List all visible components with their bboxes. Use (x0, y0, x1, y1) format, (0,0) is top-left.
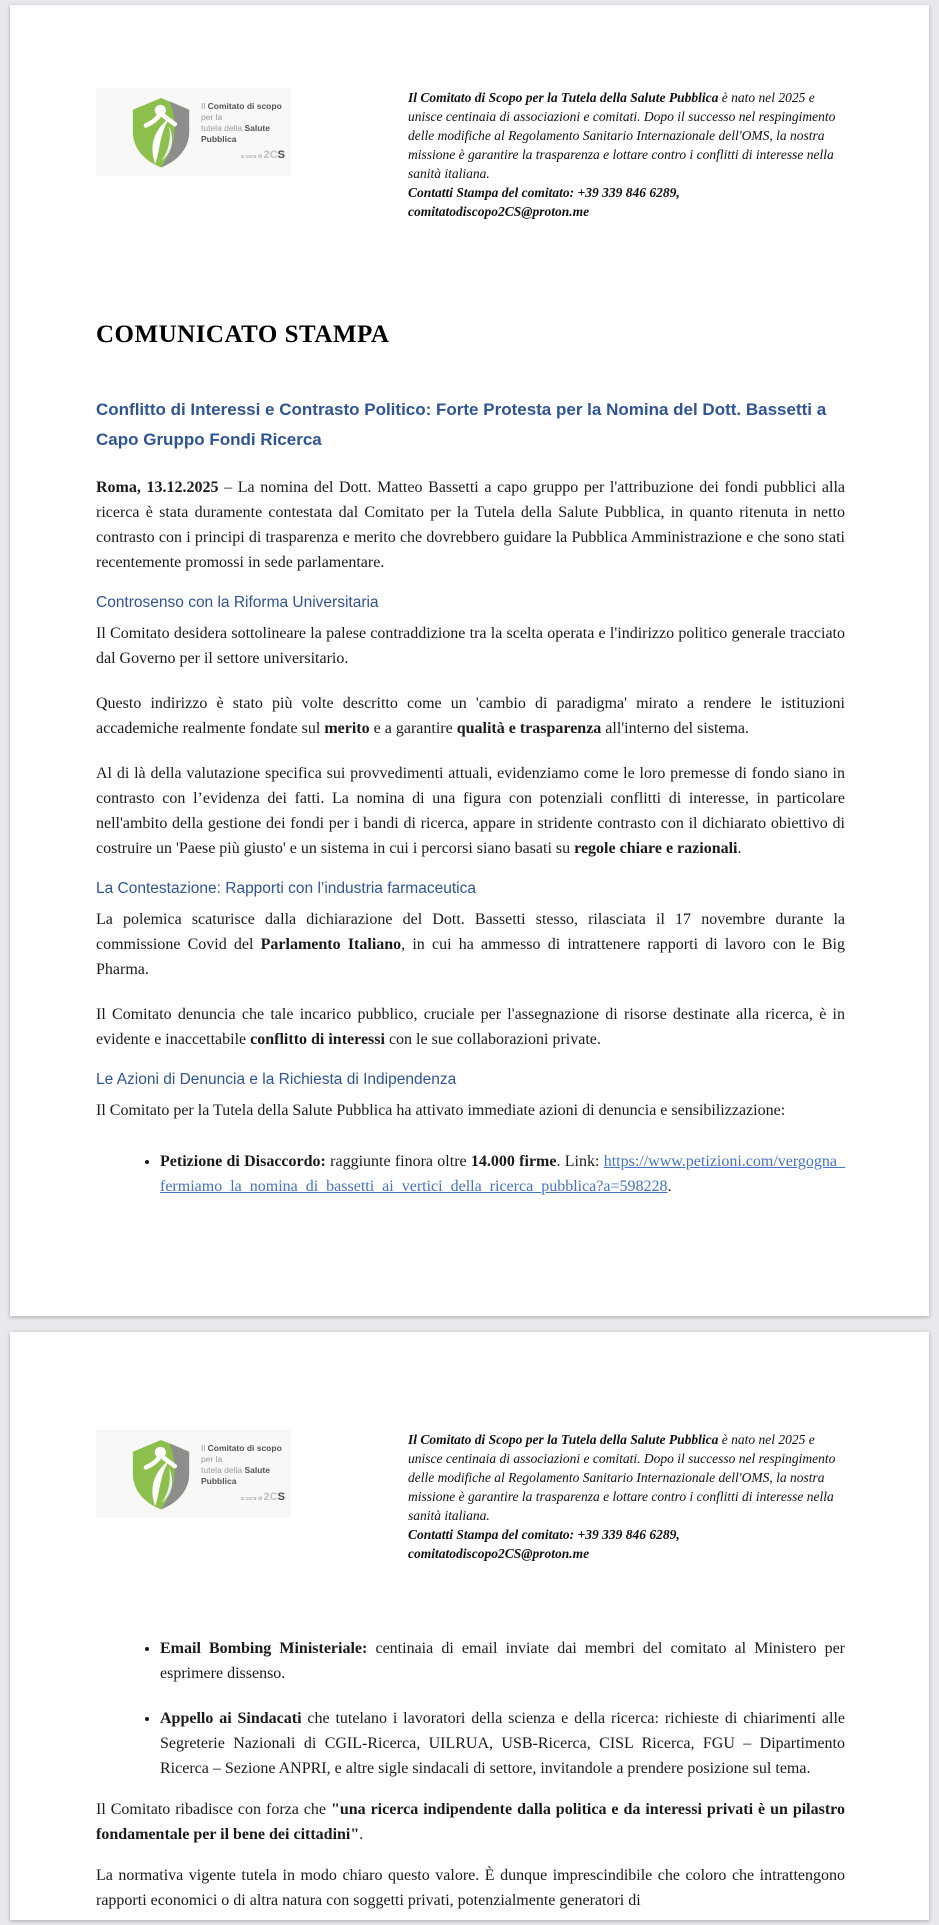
logo-wordmark (201, 101, 285, 162)
text-segment: raggiunte finora oltre (325, 1153, 471, 1170)
petition-link[interactable]: https://www.petizioni.com/vergogna_fermiamo_la_nomina_di_bassetti_ai_vertici_della_ricerca_pubblica?a=598228 (160, 1153, 846, 1195)
shield-logo-icon (128, 1438, 194, 1510)
press-contact-phone: Contatti Stampa del comitato: +39 339 846 6289, (408, 185, 680, 200)
logo-line-2: tutela della Salute Pubblica (201, 1465, 270, 1487)
text-segment: qualità e trasparenza (456, 720, 602, 737)
text-segment: conflitto di interessi (250, 1031, 385, 1048)
actions-list (96, 1149, 845, 1199)
committee-description (408, 1430, 845, 1563)
press-contact-phone: Contatti Stampa del comitato: +39 339 846 6289, (408, 1527, 680, 1542)
paragraph-azioni-intro: Il Comitato per la Tutela della Salute Pubblica ha attivato immediate azioni di denuncia e sensibilizzazione: (96, 1102, 786, 1119)
logo-wordmark (201, 1443, 285, 1504)
text-segment: Il Comitato ribadisce con forza che (96, 1801, 331, 1818)
text-segment: "una ricerca indipendente dalla politica e da interessi privati è un pilastro fondamentale per il bene dei cittadini" (96, 1801, 845, 1843)
text-segment: Appello ai Sindacati (160, 1710, 302, 1727)
press-contact-email: comitatodiscopo2CS@proton.me (408, 1546, 590, 1561)
text-segment: Parlamento Italiano (260, 936, 402, 953)
list-item-email-bombing (160, 1636, 845, 1686)
committee-name: Il Comitato di Scopo per la Tutela della Salute Pubblica (408, 90, 719, 105)
press-contact-email: comitatodiscopo2CS@proton.me (408, 204, 590, 219)
press-release-headline: Conflitto di Interessi e Contrasto Politico: Forte Protesta per la Nomina del Dott. Bassetti a Capo Gruppo Fondi Ricerca (96, 400, 827, 449)
text-segment: con le sue collaborazioni private. (384, 1031, 601, 1048)
text-segment: . Link: (556, 1153, 604, 1170)
shield-logo-icon (128, 96, 194, 168)
letterhead (96, 1332, 845, 1563)
section-heading-contestazione: La Contestazione: Rapporti con l’industria farmaceutica (96, 880, 476, 897)
committee-about-text: è nato nel 2025 e unisce centinaia di associazioni e comitati. Dopo il successo nel respingimento delle modifiche al Regolamento Sanitario Internazionale dell'OMS, la nostra missione è garantire la trasparenza e lottare contro i conflitti di interesse nella sanità italiana. (408, 1432, 836, 1523)
actions-list-continued (96, 1636, 845, 1781)
logo-credit: a cura di 2CS (240, 1491, 285, 1504)
text-segment: . (737, 840, 742, 857)
paragraph-ribadisce (96, 1797, 845, 1847)
list-item-petizione (160, 1149, 845, 1199)
logo-credit: a cura di 2CS (240, 149, 285, 162)
text-segment: Al di là della valutazione specifica sui provvedimenti attuali, evidenziamo come le loro premesse di fondo siano in contrasto con l’evidenza dei fatti. La nomina di una figura con potenziali conflitti di interesse, in particolare nell'ambito della gestione dei fondi per i bandi di ricerca, appare in stridente contrasto con il dichiarato obiettivo di costruire un 'Paese più giusto' e un sistema in cui i percorsi siano basati su (96, 765, 845, 857)
text-segment: all'interno del sistema. (601, 720, 750, 737)
committee-logo (96, 88, 291, 176)
document-page-2 (10, 1332, 929, 1920)
document-title: COMUNICATO STAMPA (96, 321, 390, 348)
text-segment: . (667, 1178, 672, 1195)
section-heading-azioni: Le Azioni di Denuncia e la Richiesta di Indipendenza (96, 1071, 457, 1088)
text-segment: Questo indirizzo è stato più volte descritto come un 'cambio di paradigma' mirato a rendere le istituzioni accademiche realmente fondate sul (96, 695, 845, 737)
text-segment: , in cui ha ammesso di intrattenere rapporti di lavoro con le Big Pharma. (96, 936, 846, 978)
paragraph-aldila (96, 761, 845, 861)
paragraph-indirizzo (96, 691, 845, 741)
committee-description (408, 88, 845, 221)
document-page-1 (10, 5, 929, 1316)
paragraph-denuncia (96, 1002, 845, 1052)
logo-line-1: Il Comitato di scopo per la (201, 101, 282, 123)
text-segment: Il Comitato denuncia che tale incarico pubblico, cruciale per l'assegnazione di risorse destinate alla ricerca, è in evidente e inaccettabile (96, 1006, 845, 1048)
text-segment: e a garantire (369, 720, 457, 737)
document-viewer (0, 5, 939, 1925)
committee-about-text: è nato nel 2025 e unisce centinaia di associazioni e comitati. Dopo il successo nel respingimento delle modifiche al Regolamento Sanitario Internazionale dell'OMS, la nostra missione è garantire la trasparenza e lottare contro i conflitti di interesse nella sanità italiana. (408, 90, 836, 181)
paragraph-contraddizione: Il Comitato desidera sottolineare la palese contraddizione tra la scelta operata e l'indirizzo politico generale tracciato dal Governo per il settore universitario. (96, 625, 845, 667)
text-segment: . (359, 1826, 364, 1843)
letterhead (96, 5, 845, 221)
text-segment: Roma, 13.12.2025 (96, 479, 219, 496)
committee-logo (96, 1430, 291, 1518)
committee-name: Il Comitato di Scopo per la Tutela della Salute Pubblica (408, 1432, 719, 1447)
logo-line-2: tutela della Salute Pubblica (201, 123, 270, 145)
paragraph-normativa: La normativa vigente tutela in modo chiaro questo valore. È dunque imprescindibile che coloro che intrattengono rapporti economici o di altra natura con soggetti privati, potenzialmente generatori di (96, 1867, 845, 1909)
text-segment: regole chiare e razionali (574, 840, 738, 857)
text-segment: centinaia di email inviate dai membri del comitato al Ministero per esprimere dissenso. (160, 1640, 845, 1682)
logo-line-1: Il Comitato di scopo per la (201, 1443, 282, 1465)
text-segment: La polemica scaturisce dalla dichiarazione del Dott. Bassetti stesso, rilasciata il 17 novembre durante la commissione Covid del (96, 911, 845, 953)
text-segment: – La nomina del Dott. Matteo Bassetti a capo gruppo per l'attribuzione dei fondi pubblici alla ricerca è stata duramente contestata dal Comitato per la Tutela della Salute Pubblica, in quanto ritenuta in netto contrasto con i principi di trasparenza e merito che dovrebbero guidare la Pubblica Amministrazione e che sono stati recentemente promossi in sede parlamentare. (96, 479, 846, 571)
list-item-appello-sindacati (160, 1706, 845, 1781)
text-segment: merito (324, 720, 370, 737)
text-segment: Email Bombing Ministeriale: (160, 1640, 368, 1657)
text-segment: 14.000 firme (470, 1153, 557, 1170)
paragraph-roma-intro (96, 475, 845, 575)
text-segment: Petizione di Disaccordo: (160, 1153, 326, 1170)
section-heading-controsenso: Controsenso con la Riforma Universitaria (96, 594, 379, 611)
text-segment: che tutelano i lavoratori della scienza e della ricerca: richieste di chiarimenti alle Segreterie Nazionali di CGIL-Ricerca, UILRUA, USB-Ricerca, CISL Ricerca, FGU – Dipartimento Ricerca – Sezione ANPRI, e altre sigle sindacali di settore, invitandole a prendere posizione sul tema. (160, 1710, 845, 1777)
paragraph-polemica (96, 907, 845, 982)
